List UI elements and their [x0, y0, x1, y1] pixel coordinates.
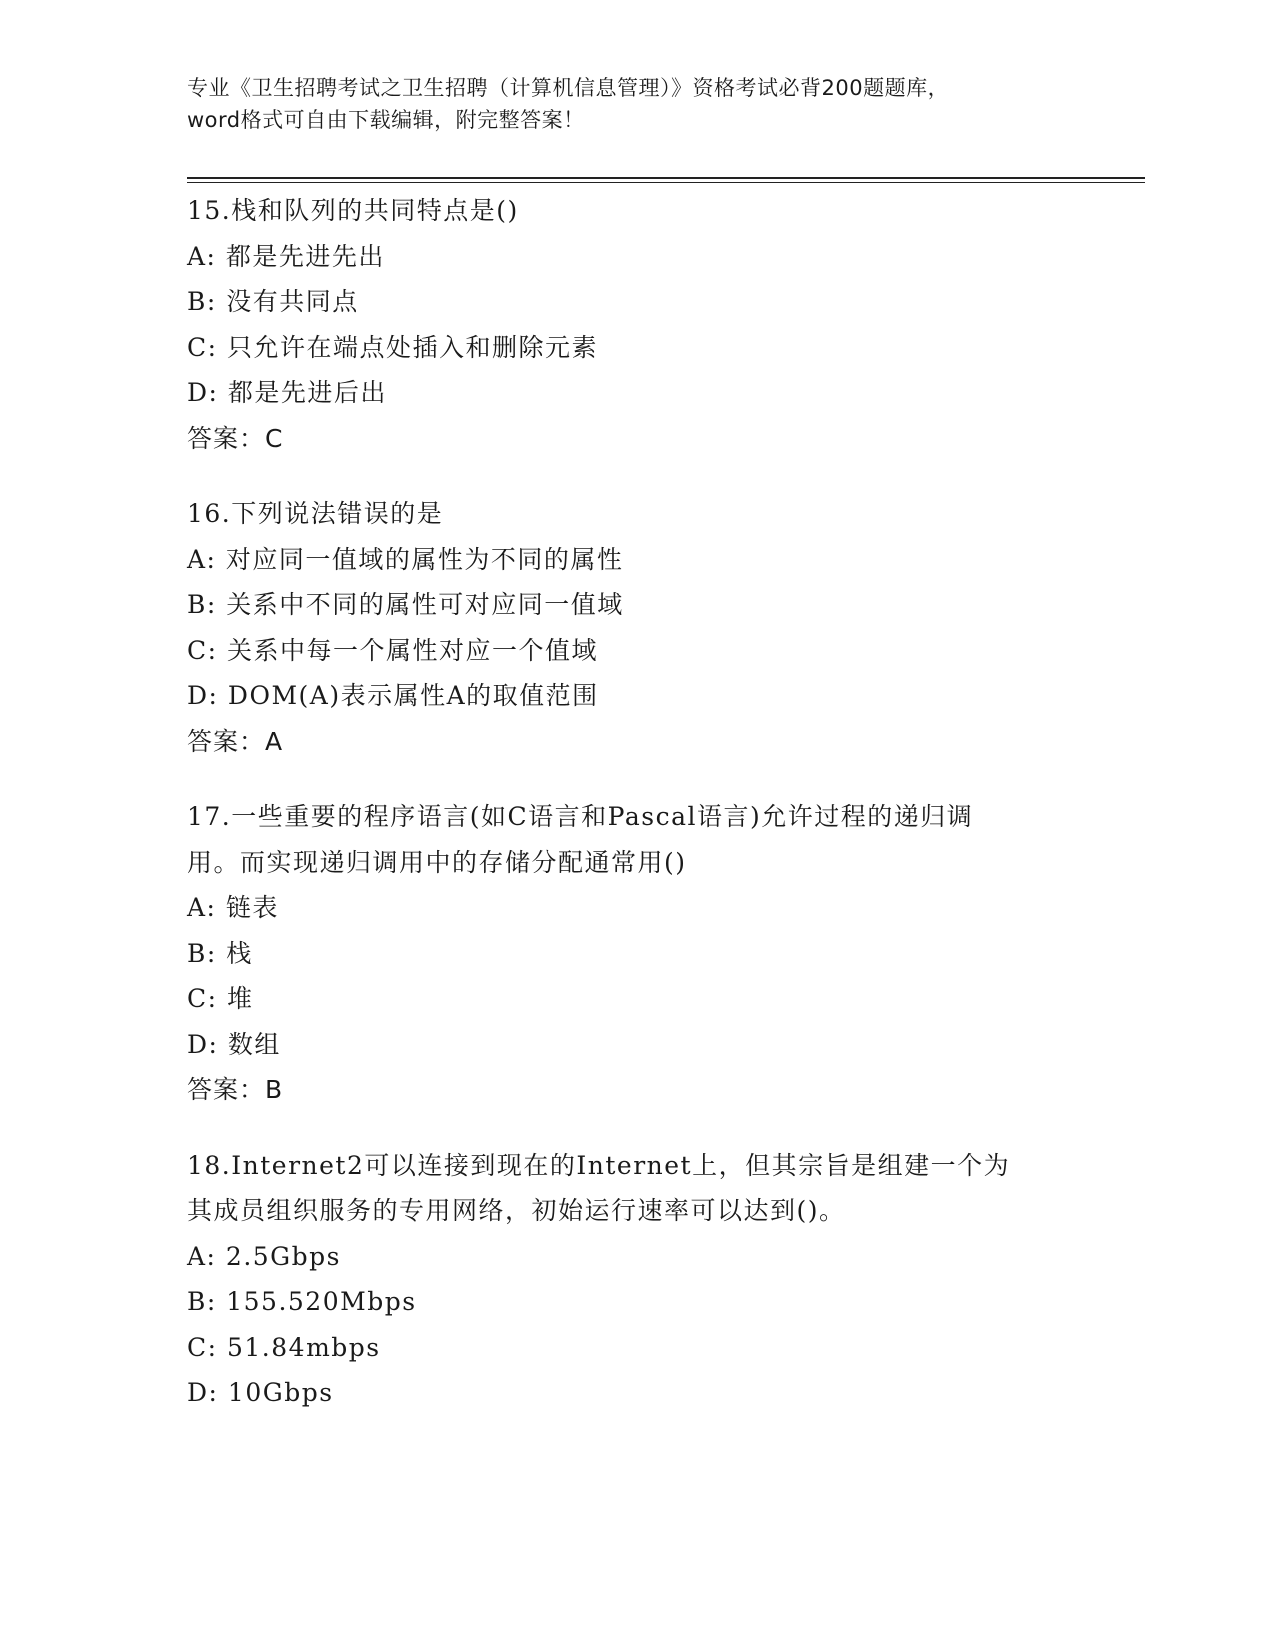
option-b: B: 没有共同点 [187, 287, 359, 316]
option-a: A: 链表 [187, 893, 279, 922]
answer-label: 答案：A [187, 726, 284, 756]
question-stem-line-2: 用。而实现递归调用中的存储分配通常用() [187, 847, 687, 877]
option-b: B: 关系中不同的属性可对应同一值域 [187, 590, 624, 619]
answer-label: 答案：C [187, 423, 284, 453]
question-15 [187, 188, 1087, 461]
answer-label: 答案：B [187, 1075, 284, 1104]
option-c: C: 只允许在端点处插入和删除元素 [187, 332, 598, 362]
option-c: C: 堆 [187, 984, 254, 1013]
option-c: C: 51.84mbps [187, 1332, 381, 1362]
header-divider [187, 177, 1145, 179]
option-b: B: 155.520Mbps [187, 1287, 417, 1316]
question-stem-line-1: 17.一些重要的程序语言(如C语言和Pascal语言)允许过程的递归调 [187, 802, 974, 831]
option-d: D: 都是先进后出 [187, 378, 387, 407]
header-line-2: word格式可自由下载编辑，附完整答案！ [187, 108, 585, 132]
option-b: B: 栈 [187, 938, 253, 968]
option-a: A: 都是先进先出 [187, 241, 385, 271]
option-a: A: 对应同一值域的属性为不同的属性 [187, 544, 624, 574]
question-list [187, 188, 1087, 1446]
header-line-1: 专业《卫生招聘考试之卫生招聘（计算机信息管理）》资格考试必背200题题库， [187, 76, 950, 100]
option-d: D: 10Gbps [187, 1378, 334, 1407]
option-c: C: 关系中每一个属性对应一个值域 [187, 635, 598, 665]
question-17 [187, 794, 1087, 1113]
question-18 [187, 1143, 1087, 1416]
question-stem-line-2: 其成员组织服务的专用网络，初始运行速率可以达到()。 [187, 1196, 846, 1225]
question-stem-line-1: 18.Internet2可以连接到现在的Internet上，但其宗旨是组建一个为 [187, 1150, 1011, 1180]
question-16 [187, 491, 1087, 764]
question-stem: 15.栈和队列的共同特点是() [187, 196, 519, 225]
document-header [187, 72, 1087, 136]
option-d: D: 数组 [187, 1029, 281, 1059]
option-a: A: 2.5Gbps [187, 1241, 341, 1271]
header-divider-thin [187, 182, 1145, 183]
option-d: D: DOM(A)表示属性A的取值范围 [187, 681, 599, 710]
question-stem: 16.下列说法错误的是 [187, 499, 444, 528]
